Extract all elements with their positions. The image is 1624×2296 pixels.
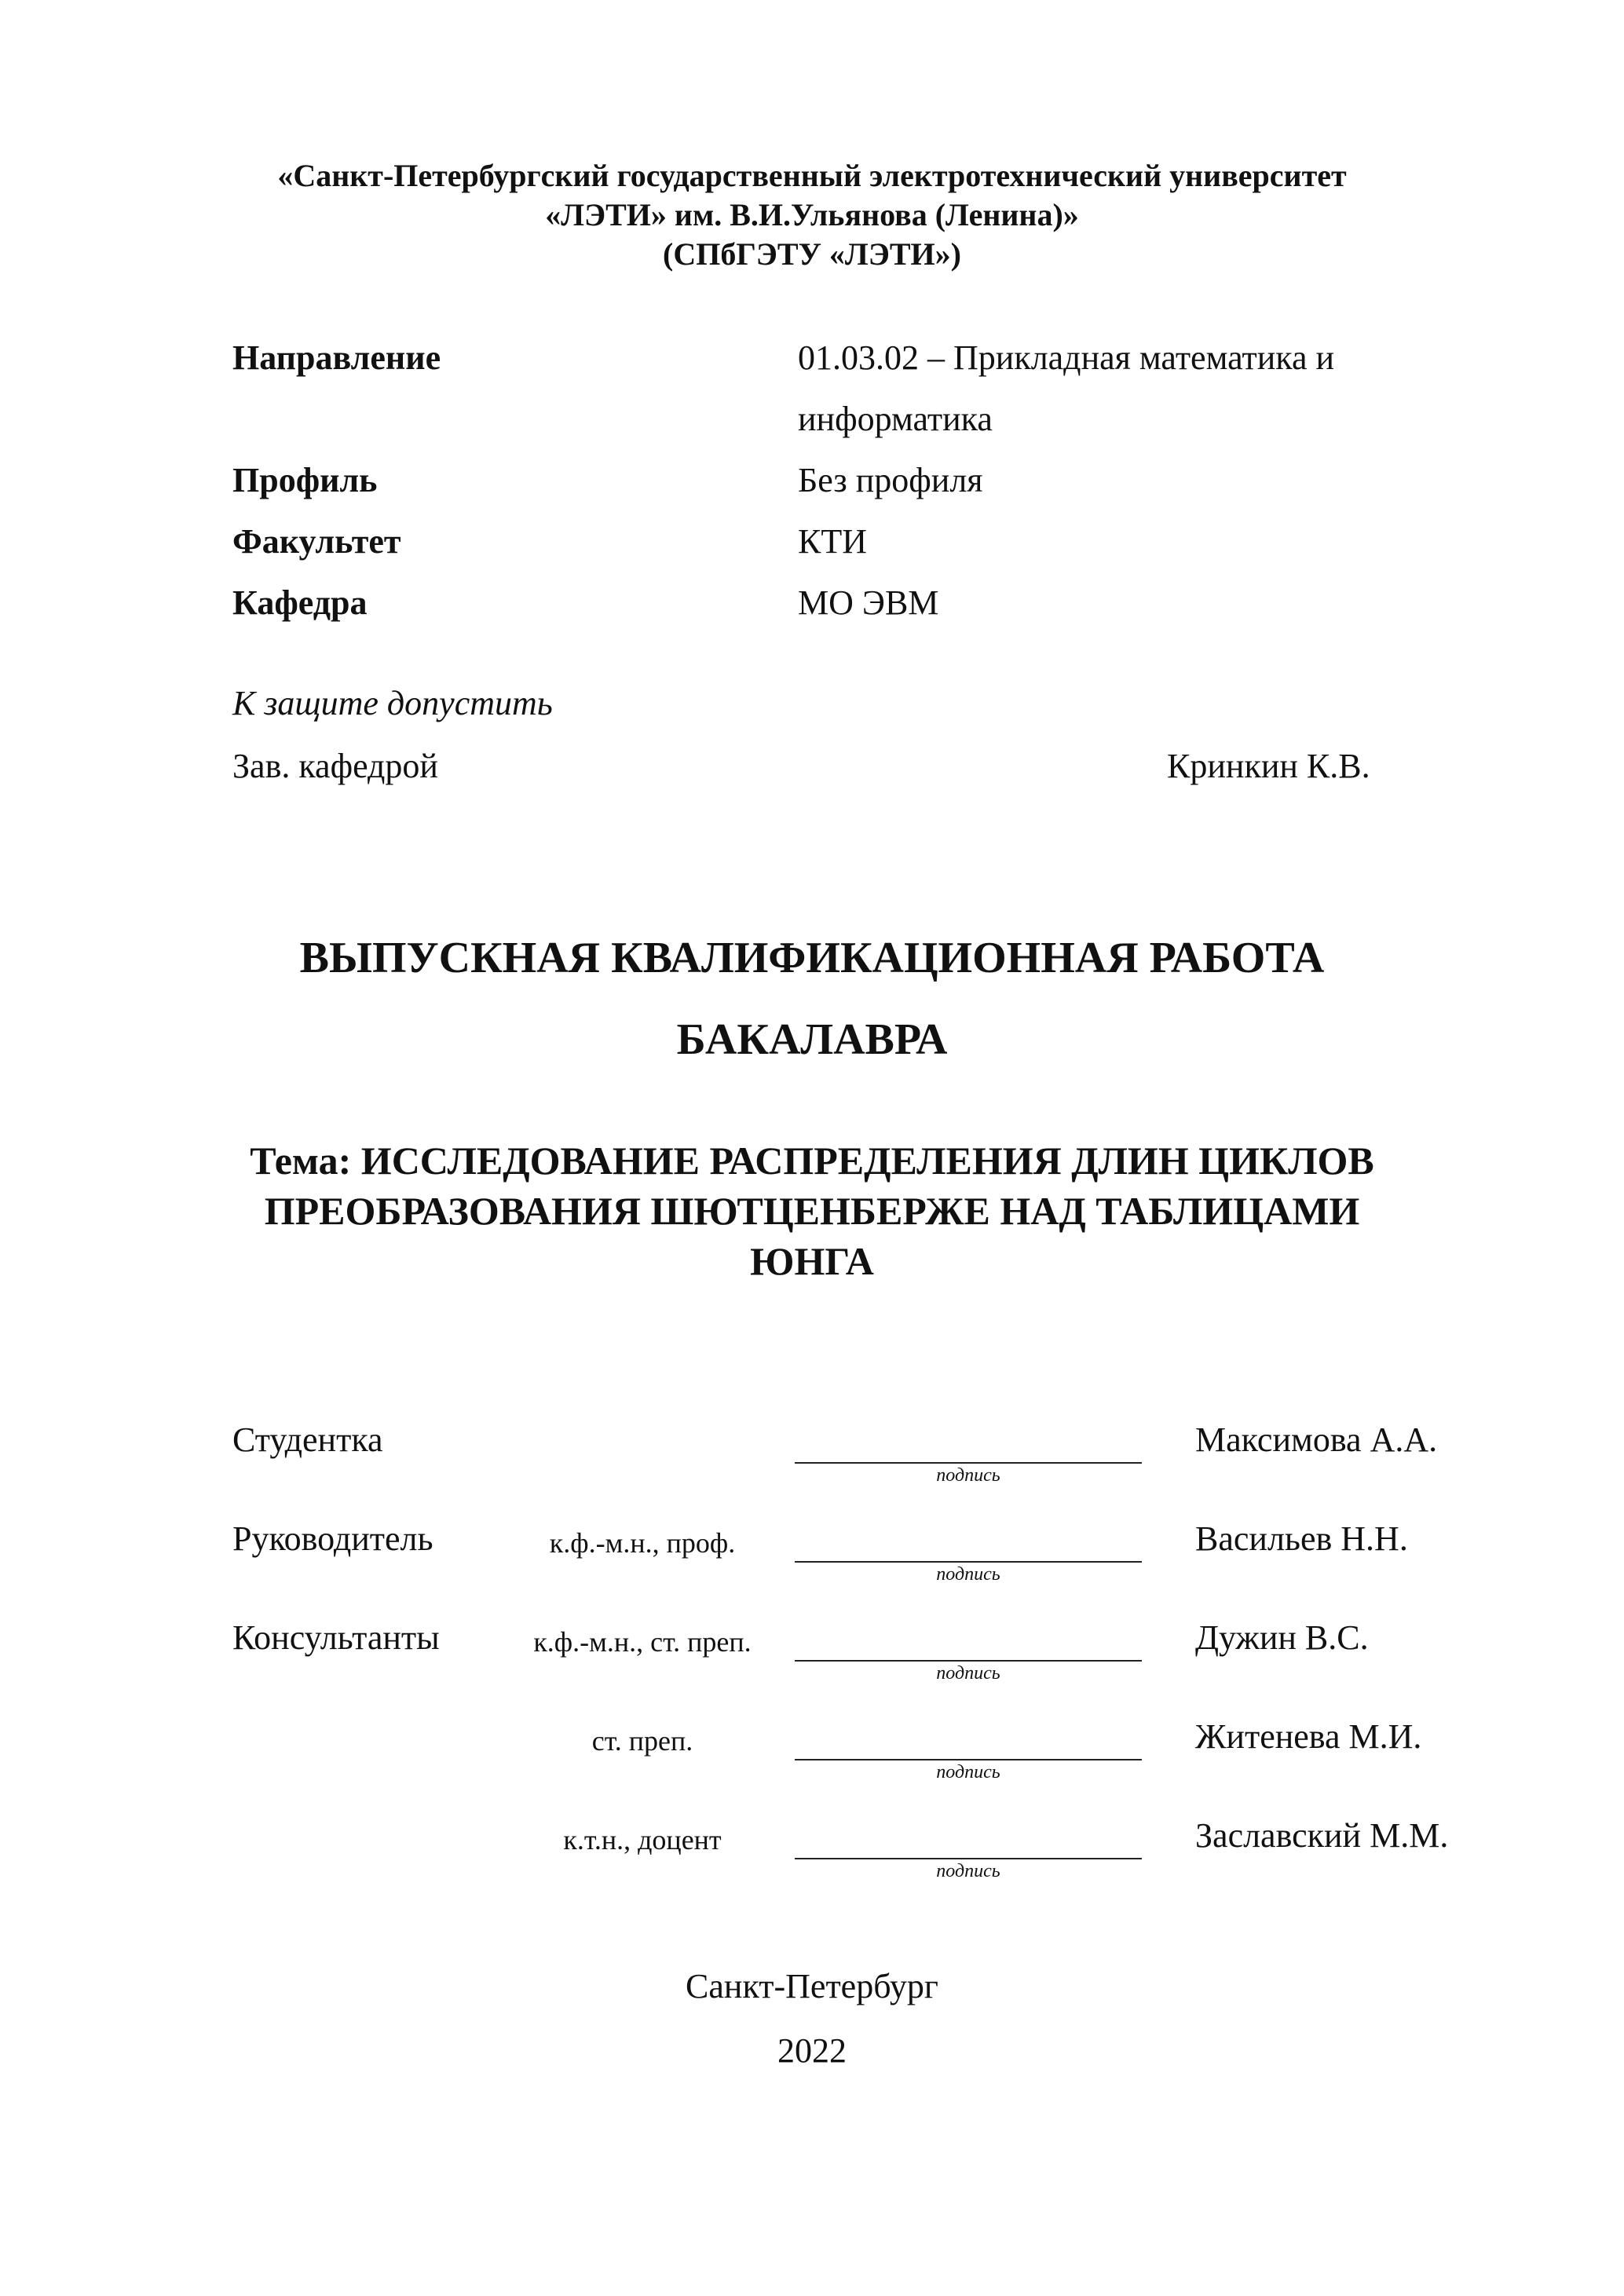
signature-caption: подпись <box>936 1465 1000 1486</box>
signature-degree: ст. преп. <box>591 1725 693 1757</box>
theme-text-line1: ИССЛЕДОВАНИЕ РАСПРЕДЕЛЕНИЯ ДЛИН ЦИКЛОВ <box>360 1139 1374 1183</box>
university-name-line1: «Санкт-Петербургский государственный электротехнический университет <box>277 158 1347 193</box>
head-of-department-label: Зав. кафедрой <box>232 747 438 785</box>
info-label-faculty: Факультет <box>232 522 401 561</box>
signature-name: Васильев Н.Н. <box>1195 1519 1408 1558</box>
signature-line <box>795 1660 1142 1662</box>
info-value-department: МО ЭВМ <box>798 583 939 622</box>
signature-degree: к.т.н., доцент <box>563 1824 722 1855</box>
signature-name: Житенева М.И. <box>1195 1717 1422 1756</box>
signature-line <box>795 1858 1142 1859</box>
signature-role: Руководитель <box>232 1519 433 1558</box>
signature-line <box>795 1462 1142 1464</box>
info-value-direction-cont: информатика <box>798 400 993 438</box>
signature-degree: к.ф.-м.н., проф. <box>549 1527 736 1559</box>
signature-name: Дужин В.С. <box>1195 1618 1369 1657</box>
info-value-profile: Без профиля <box>798 461 983 499</box>
signature-name: Максимова А.А. <box>1195 1420 1438 1459</box>
signature-role: Консультанты <box>232 1618 440 1657</box>
university-name-line2: «ЛЭТИ» им. В.И.Ульянова (Ленина)» <box>545 197 1079 232</box>
signature-caption: подпись <box>936 1861 1000 1881</box>
signature-role: Студентка <box>232 1420 383 1459</box>
info-value-direction: 01.03.02 – Прикладная математика и <box>798 338 1335 377</box>
head-of-department-name: Кринкин К.В. <box>1167 747 1370 785</box>
signature-line <box>795 1561 1142 1563</box>
admission-note: К защите допустить <box>232 684 553 722</box>
work-title-line1: ВЫПУСКНАЯ КВАЛИФИКАЦИОННАЯ РАБОТА <box>299 934 1325 982</box>
signature-degree: к.ф.-м.н., ст. преп. <box>533 1626 752 1658</box>
signature-caption: подпись <box>936 1663 1000 1684</box>
theme-prefix: Тема: <box>250 1139 352 1183</box>
info-value-faculty: КТИ <box>798 522 867 561</box>
theme-line1 <box>0 1137 1624 1184</box>
year: 2022 <box>777 2031 847 2070</box>
signature-name: Заславский М.М. <box>1195 1816 1449 1855</box>
signature-line <box>795 1759 1142 1760</box>
signature-caption: подпись <box>936 1564 1000 1585</box>
work-title-line2: БАКАЛАВРА <box>676 1015 948 1064</box>
info-label-department: Кафедра <box>232 583 368 622</box>
info-label-direction: Направление <box>232 338 441 377</box>
city: Санкт-Петербург <box>686 1967 938 2005</box>
theme-line2: ПРЕОБРАЗОВАНИЯ ШЮТЦЕНБЕРЖЕ НАД ТАБЛИЦАМИ <box>264 1189 1360 1233</box>
theme-line3: ЮНГА <box>750 1239 874 1283</box>
info-label-profile: Профиль <box>232 461 378 499</box>
university-abbreviation: (СПбГЭТУ «ЛЭТИ») <box>663 236 961 272</box>
signature-caption: подпись <box>936 1762 1000 1782</box>
